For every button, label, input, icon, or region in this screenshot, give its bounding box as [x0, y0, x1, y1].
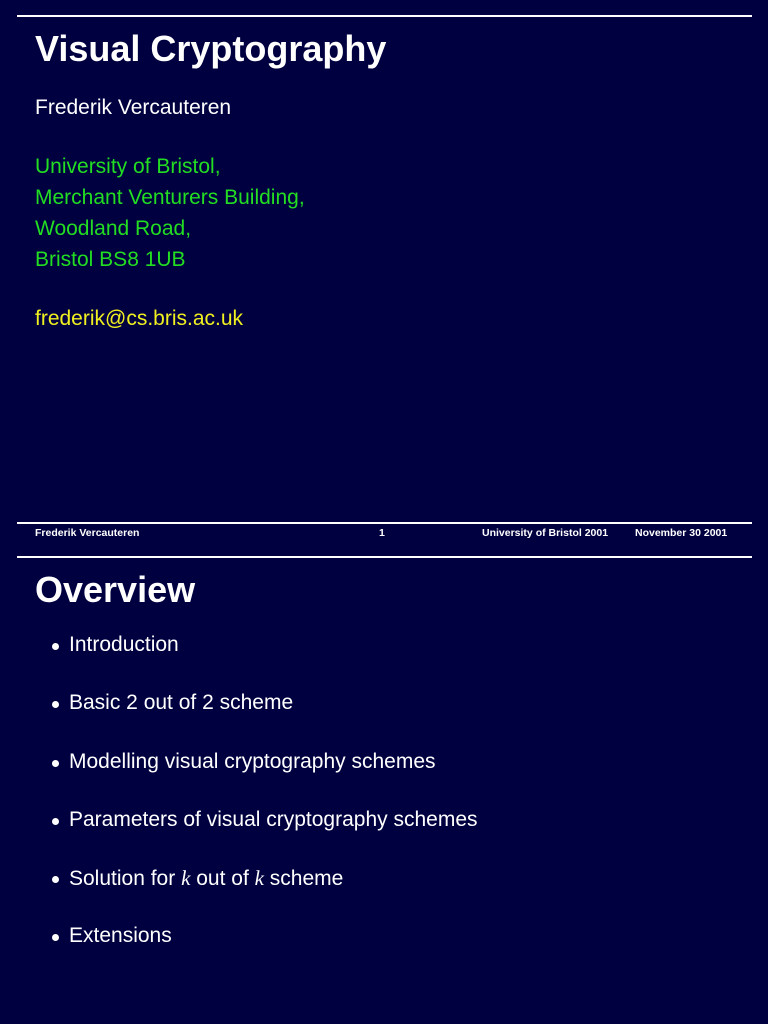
- overview-list: [52, 631, 478, 981]
- text-segment: scheme: [263, 867, 344, 891]
- list-item-text: [69, 864, 343, 893]
- address-line: Merchant Venturers Building,: [35, 186, 305, 209]
- list-item: [52, 864, 478, 922]
- address-line: Woodland Road,: [35, 217, 192, 240]
- slide-overview: [0, 548, 768, 1024]
- text-segment: Solution for: [69, 867, 182, 891]
- bullet-dot-icon: [52, 760, 59, 767]
- list-item-text: Introduction: [69, 633, 179, 656]
- text-segment: out of: [190, 867, 255, 891]
- overview-heading: Overview: [35, 569, 196, 610]
- list-item: [52, 922, 478, 980]
- author-address: [35, 151, 305, 275]
- top-rule: [17, 15, 752, 17]
- author-email: frederik@cs.bris.ac.uk: [35, 307, 244, 330]
- bullet-dot-icon: [52, 934, 59, 941]
- bullet-dot-icon: [52, 818, 59, 825]
- top-rule: [17, 556, 752, 558]
- bullet-dot-icon: [52, 876, 59, 883]
- footer-date: November 30 2001: [635, 527, 728, 539]
- slide-title-heading: Visual Cryptography: [35, 28, 387, 69]
- address-line: Bristol BS8 1UB: [35, 248, 186, 271]
- address-line: University of Bristol,: [35, 155, 221, 178]
- list-item-text: Modelling visual cryptography schemes: [69, 749, 436, 773]
- bullet-dot-icon: [52, 701, 59, 708]
- footer-page-number: 1: [379, 527, 385, 539]
- footer-author: Frederik Vercauteren: [35, 527, 140, 539]
- math-variable: k: [254, 866, 264, 891]
- list-item-text: Parameters of visual cryptography schemes: [69, 807, 478, 831]
- footer-institution: University of Bristol 2001: [482, 527, 609, 539]
- math-variable: k: [181, 866, 191, 891]
- list-item: [52, 748, 478, 806]
- list-item: [52, 689, 478, 747]
- author-name: Frederik Vercauteren: [35, 96, 232, 119]
- footer-rule: [17, 522, 752, 524]
- list-item: [52, 631, 478, 689]
- list-item-text: Basic 2 out of 2 scheme: [69, 691, 294, 715]
- bullet-dot-icon: [52, 643, 59, 650]
- list-item: [52, 806, 478, 864]
- list-item-text: Extensions: [69, 924, 172, 948]
